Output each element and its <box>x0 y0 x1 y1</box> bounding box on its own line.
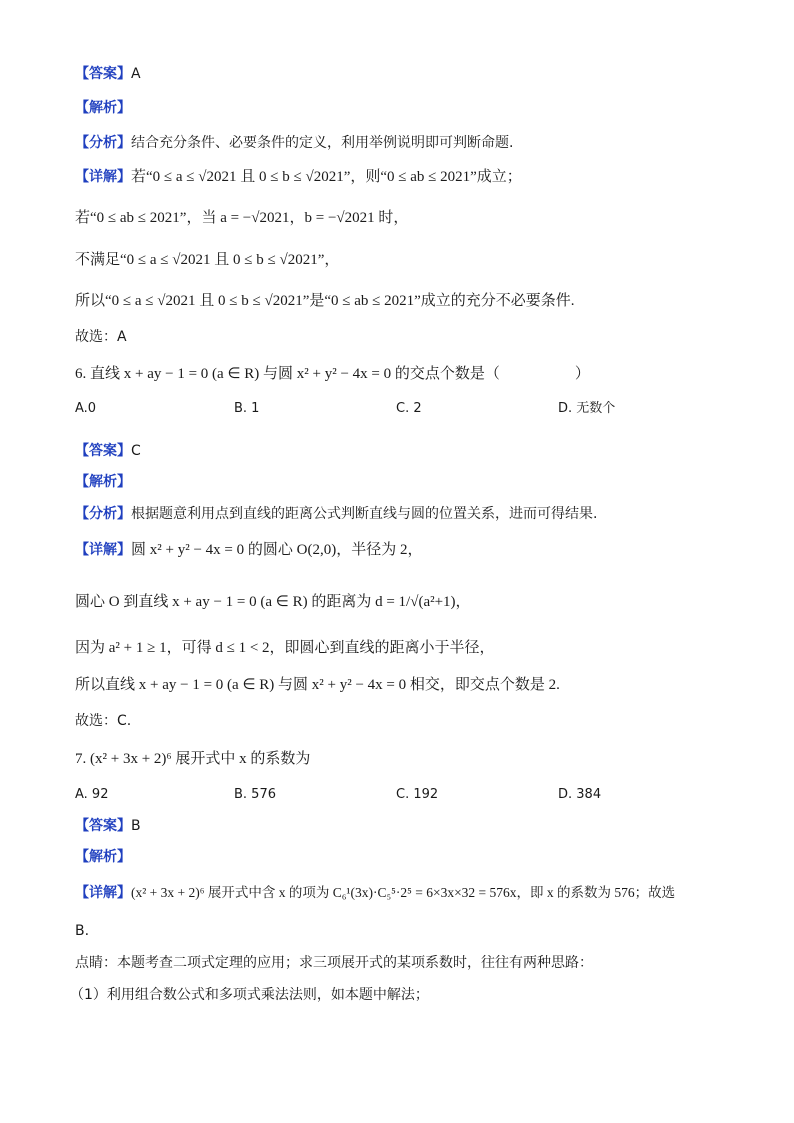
detail-text: (x² + 3x + 2)⁶ 展开式中含 x 的项为 C₆¹(3x)·C₅⁵·2⁵ = 6×3x×32 = 576x，即 x 的系数为 576；故选 <box>131 885 676 900</box>
q6-stem: 6. 直线 x + ay − 1 = 0 (a ∈ R) 与圆 x² + y² − 4x = 0 的交点个数是（ ） <box>75 366 590 382</box>
detail-tag: 【详解】 <box>75 169 131 185</box>
answer-value: A <box>131 66 141 82</box>
detail-text: 若“0 ≤ a ≤ √2021 且 0 ≤ b ≤ √2021”，则“0 ≤ ab ≤ 2021”成立； <box>131 169 522 185</box>
answer-tag: 【答案】 <box>75 66 131 82</box>
answer-tag: 【答案】 <box>75 818 131 834</box>
q7-detail-line-1 <box>75 883 675 903</box>
q5-detail-line-3: 不满足“0 ≤ a ≤ √2021 且 0 ≤ b ≤ √2021”， <box>75 252 340 268</box>
q5-answer-line <box>75 64 141 84</box>
q6-fenxi-line <box>75 504 597 524</box>
q7-option-a: A. 92 <box>75 787 109 802</box>
q6-answer-line <box>75 441 141 461</box>
q5-detail-line-2: 若“0 ≤ ab ≤ 2021”，当 a = −√2021，b = −√2021 时， <box>75 210 409 226</box>
q7-option-b: B. 576 <box>234 787 276 802</box>
q6-detail-line-2: 圆心 O 到直线 x + ay − 1 = 0 (a ∈ R) 的距离为 d = 1/√(a²+1)， <box>75 594 471 610</box>
q5-detail-line-1 <box>75 167 522 187</box>
q7-answer-line <box>75 816 141 836</box>
q6-option-b: B. 1 <box>234 401 260 416</box>
q6-analysis-tag: 【解析】 <box>75 474 131 490</box>
answer-value: C <box>131 443 141 459</box>
fenxi-tag: 【分析】 <box>75 506 131 522</box>
q7-note-1: （1）利用组合数公式和多项式乘法法则，如本题中解法； <box>70 987 429 1003</box>
q6-option-d: D. 无数个 <box>558 401 616 416</box>
detail-tag: 【详解】 <box>75 885 131 901</box>
q7-note: 点睛：本题考查二项式定理的应用；求三项展开式的某项系数时，往往有两种思路： <box>75 955 593 971</box>
q6-option-c: C. 2 <box>396 401 422 416</box>
q5-detail-line-4: 所以“0 ≤ a ≤ √2021 且 0 ≤ b ≤ √2021”是“0 ≤ ab ≤ 2021”成立的充分不必要条件. <box>75 293 575 309</box>
fenxi-text: 结合充分条件、必要条件的定义，利用举例说明即可判断命题. <box>131 135 514 151</box>
fenxi-text: 根据题意利用点到直线的距离公式判断直线与圆的位置关系，进而可得结果. <box>131 506 598 522</box>
answer-tag: 【答案】 <box>75 443 131 459</box>
q7-analysis-tag: 【解析】 <box>75 849 131 865</box>
q5-choice: 故选：A <box>75 329 127 345</box>
q5-analysis-tag: 【解析】 <box>75 100 131 116</box>
q7-option-c: C. 192 <box>396 787 439 802</box>
detail-text: 圆 x² + y² − 4x = 0 的圆心 O(2,0)，半径为 2， <box>131 542 423 558</box>
fenxi-tag: 【分析】 <box>75 135 131 151</box>
answer-value: B <box>131 818 141 834</box>
q7-stem: 7. (x² + 3x + 2)⁶ 展开式中 x 的系数为 <box>75 751 311 767</box>
detail-tag: 【详解】 <box>75 542 131 558</box>
q6-detail-line-1 <box>75 540 422 560</box>
q6-detail-line-3: 因为 a² + 1 ≥ 1，可得 d ≤ 1 < 2，即圆心到直线的距离小于半径， <box>75 640 495 656</box>
q6-choice: 故选：C. <box>75 713 132 729</box>
q6-detail-line-4: 所以直线 x + ay − 1 = 0 (a ∈ R) 与圆 x² + y² − 4x = 0 相交，即交点个数是 2. <box>75 677 560 693</box>
q7-option-d: D. 384 <box>558 787 602 802</box>
q5-fenxi-line <box>75 133 513 153</box>
q6-option-a: A.0 <box>75 401 97 416</box>
q7-detail-line-1b: B. <box>75 923 90 939</box>
